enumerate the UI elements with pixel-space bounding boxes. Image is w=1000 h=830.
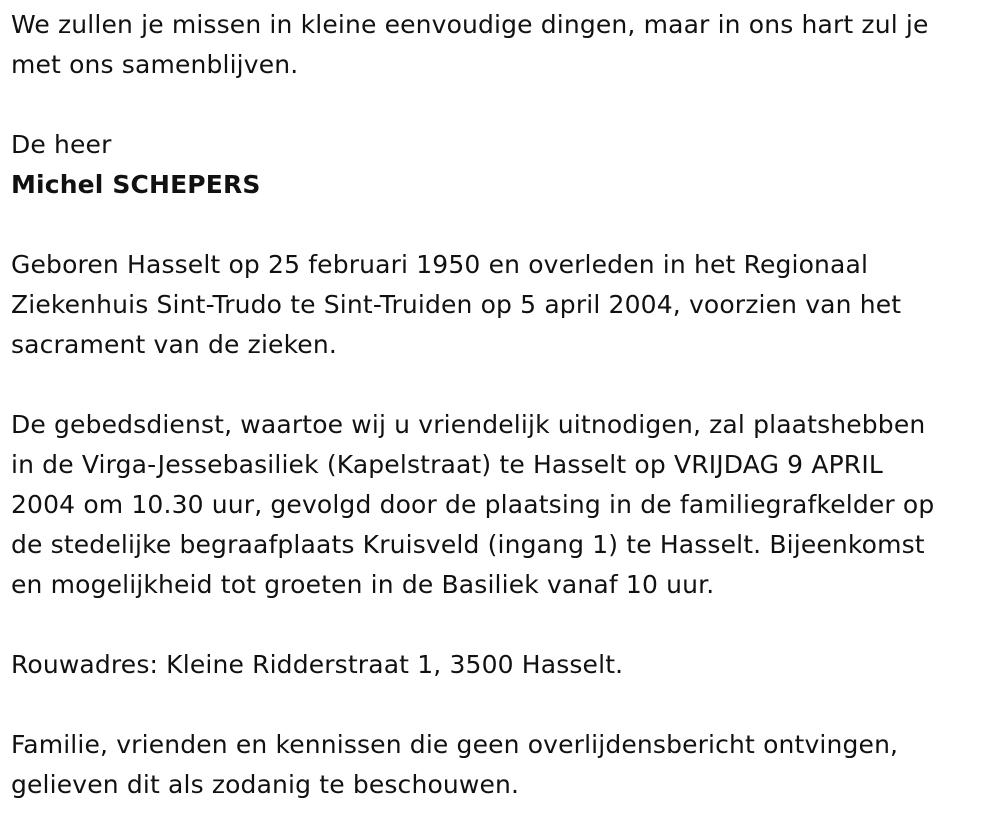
service-line: De gebedsdienst, waartoe wij u vriendelijk uitnodigen, zal plaatshebben	[11, 410, 926, 439]
intro-paragraph	[11, 5, 991, 85]
service-line: en mogelijkheid tot groeten in de Basiliek vanaf 10 uur.	[11, 570, 715, 599]
birth-death-line: Ziekenhuis Sint-Trudo te Sint-Truiden op 5 april 2004, voorzien van het	[11, 290, 902, 319]
salutation	[11, 125, 991, 165]
salutation-text: De heer	[11, 130, 112, 159]
closing-line: gelieven dit als zodanig te beschouwen.	[11, 770, 520, 799]
service-line: 2004 om 10.30 uur, gevolgd door de plaatsing in de familiegrafkelder op	[11, 490, 935, 519]
paragraph-gap	[11, 685, 991, 725]
paragraph-gap	[11, 205, 991, 245]
intro-line: met ons samenblijven.	[11, 50, 299, 79]
birth-death-line: sacrament van de zieken.	[11, 330, 337, 359]
obituary-document	[11, 5, 991, 805]
paragraph-gap	[11, 605, 991, 645]
paragraph-gap	[11, 85, 991, 125]
intro-line: We zullen je missen in kleine eenvoudige dingen, maar in ons hart zul je	[11, 10, 929, 39]
birth-death-line: Geboren Hasselt op 25 februari 1950 en overleden in het Regionaal	[11, 250, 869, 279]
deceased-name	[11, 165, 991, 205]
address-paragraph	[11, 645, 991, 685]
birth-death-paragraph	[11, 245, 991, 365]
address-line: Rouwadres: Kleine Ridderstraat 1, 3500 Hasselt.	[11, 650, 624, 679]
service-paragraph	[11, 405, 991, 605]
closing-paragraph	[11, 725, 991, 805]
paragraph-gap	[11, 365, 991, 405]
deceased-name-text: Michel SCHEPERS	[11, 170, 261, 199]
service-line: in de Virga-Jessebasiliek (Kapelstraat) te Hasselt op VRIJDAG 9 APRIL	[11, 450, 883, 479]
closing-line: Familie, vrienden en kennissen die geen overlijdensbericht ontvingen,	[11, 730, 899, 759]
service-line: de stedelijke begraafplaats Kruisveld (ingang 1) te Hasselt. Bijeenkomst	[11, 530, 925, 559]
